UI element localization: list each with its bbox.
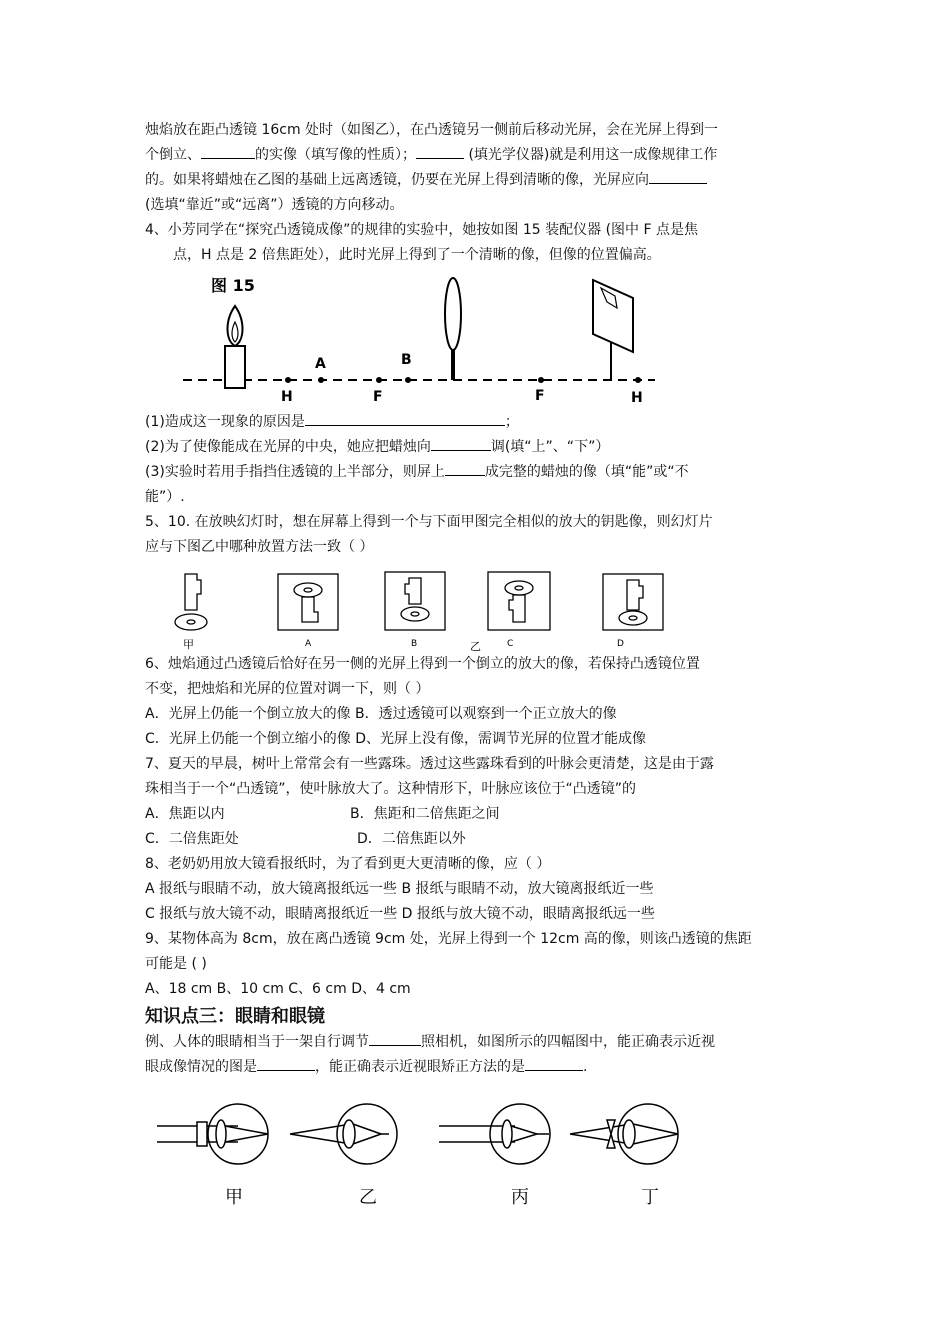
text: 照相机，如图所示的四幅图中，能正确表示近视 [421, 1034, 715, 1050]
q6-stem [145, 652, 810, 702]
text: 的。如果将蜡烛在乙图的基础上远离透镜，仍要在光屏上得到清晰的像，光屏应向 [145, 172, 649, 188]
text: 可能是 ( ) [145, 956, 207, 972]
text: (填光学仪器)就是利用这一成像规律工作 [464, 147, 718, 163]
answer-blank[interactable] [649, 168, 707, 184]
section3-example-line-2 [145, 1055, 810, 1080]
figure-label: 乙 [470, 640, 481, 652]
point-label: H [631, 390, 643, 406]
text: 个倒立、 [145, 147, 201, 163]
text: 成完整的蜡烛的像（填“能”或“不 [484, 464, 689, 480]
answer-blank[interactable] [445, 460, 485, 476]
figure-slide-keys [145, 560, 810, 652]
answer-blank[interactable] [257, 1055, 315, 1071]
q3-line-1 [145, 118, 810, 143]
q6-options-cd: C．光屏上仍能一个倒立缩小的像 D、光屏上没有像，需调节光屏的位置才能成像 [145, 731, 647, 747]
q4-sub-1 [145, 410, 810, 435]
text: 点，H 点是 2 倍焦距处），此时光屏上得到了一个清晰的像，但像的位置偏高。 [173, 247, 661, 263]
text: 9、某物体高为 8cm，放在离凸透镜 9cm 处，光屏上得到一个 12cm 高的像，则该凸透镜的焦距 [145, 931, 752, 947]
worksheet-page [145, 118, 810, 1208]
option-c[interactable]: C．二倍焦距处 [145, 831, 239, 847]
q7-options-ab [145, 802, 810, 827]
text: (选填“靠近”或“远离”）透镜的方向移动。 [145, 197, 404, 213]
option-a[interactable]: A．焦距以内 [145, 806, 225, 822]
point-label: F [373, 389, 383, 405]
q4-stem [145, 218, 810, 268]
convex-lens-icon [445, 278, 461, 380]
text: 4、小芳同学在“探究凸透镜成像”的规律的实验中，她按如图 15 装配仪器 (图中 F 点是焦 [145, 222, 698, 238]
figure-label: 乙 [359, 1187, 377, 1208]
text: 的实像（填写像的性质）； [255, 147, 416, 163]
q3-line-2 [145, 143, 810, 168]
option-b[interactable]: B．焦距和二倍焦距之间 [350, 806, 500, 822]
text: 能”）. [145, 489, 185, 505]
figure-label: 丙 [511, 1187, 529, 1208]
q4-sub-2 [145, 435, 810, 460]
point-label: B [401, 352, 412, 368]
figure-label: 甲 [183, 638, 194, 651]
eye-diagram-bing [439, 1104, 550, 1164]
point-label: F [535, 388, 545, 404]
answer-blank[interactable] [305, 410, 505, 426]
answer-blank[interactable] [201, 143, 255, 159]
slide-option-b [385, 572, 445, 630]
q8-stem: 8、老奶奶用放大镜看报纸时，为了看到更大更清晰的像，应（ ） [145, 856, 551, 872]
q9-options: A、18 cm B、10 cm C、6 cm D、4 cm [145, 981, 411, 997]
figure-label: B [411, 639, 418, 649]
q3-line-3 [145, 168, 810, 193]
text: (1)造成这一现象的原因是 [145, 414, 305, 430]
slide-option-d [603, 574, 663, 630]
text: 例、人体的眼睛相当于一架自行调节 [145, 1034, 369, 1050]
text: . [583, 1059, 588, 1075]
text: 珠相当于一个“凸透镜”，使叶脉放大了。这种情形下，叶脉应该位于“凸透镜”的 [145, 781, 637, 797]
q7-stem [145, 752, 810, 802]
figure-label: A [305, 639, 312, 649]
eye-diagram-yi [290, 1104, 397, 1164]
point-label: A [315, 356, 326, 372]
eye-diagram-ding [570, 1104, 678, 1164]
figure-label: C [507, 639, 514, 649]
candle-icon [225, 306, 245, 388]
text: 6、烛焰通过凸透镜后恰好在另一侧的光屏上得到一个倒立的放大的像，若保持凸透镜位置 [145, 656, 700, 672]
q3-line-4 [145, 193, 810, 218]
answer-blank[interactable] [369, 1030, 421, 1046]
answer-blank[interactable] [416, 143, 464, 159]
figure-label: 甲 [225, 1187, 243, 1208]
text: 眼成像情况的图是 [145, 1059, 257, 1075]
section3-example-line-1 [145, 1030, 810, 1055]
answer-blank[interactable] [525, 1055, 583, 1071]
text: 7、夏天的早晨，树叶上常常会有一些露珠。透过这些露珠看到的叶脉会更清楚，这是由于露 [145, 756, 714, 772]
figure-eye-diagrams [145, 1098, 810, 1208]
q8-options-ab: A 报纸与眼睛不动，放大镜离报纸远一些 B 报纸与眼睛不动，放大镜离报纸近一些 [145, 881, 654, 897]
text: 烛焰放在距凸透镜 16cm 处时（如图乙），在凸透镜另一侧前后移动光屏，会在光屏上得到一 [145, 122, 719, 138]
q8-options-cd: C 报纸与放大镜不动，眼睛离报纸近一些 D 报纸与放大镜不动，眼睛离报纸远一些 [145, 906, 655, 922]
figure-15-optical-bench [145, 268, 810, 408]
section-heading: 知识点三：眼睛和眼镜 [145, 1006, 325, 1027]
slide-option-a [278, 574, 338, 630]
option-d[interactable]: D．二倍焦距以外 [357, 831, 466, 847]
q5-stem [145, 510, 810, 560]
key-icon [175, 574, 207, 630]
text: (2)为了使像能成在光屏的中央，她应把蜡烛向 [145, 439, 431, 455]
q9-stem [145, 927, 810, 977]
text: 调(填“上”、“下”） [490, 439, 610, 455]
point-label: H [281, 389, 293, 405]
q4-sub-3 [145, 460, 810, 510]
text: 应与下图乙中哪种放置方法一致（ ） [145, 539, 374, 555]
text: 5、10. 在放映幻灯时，想在屏幕上得到一个与下面甲图完全相似的放大的钥匙像，则幻灯片 [145, 514, 713, 530]
answer-blank[interactable] [431, 435, 491, 451]
text: ； [504, 414, 519, 430]
slide-option-c [488, 572, 550, 630]
light-screen-icon [593, 280, 633, 380]
text: ，能正确表示近视眼矫正方法的是 [315, 1059, 525, 1075]
eye-diagram-jia [157, 1104, 268, 1164]
q7-options-cd [145, 827, 810, 852]
text: (3)实验时若用手指挡住透镜的上半部分，则屏上 [145, 464, 445, 480]
figure-label: D [617, 639, 624, 649]
q6-options-ab: A．光屏上仍能一个倒立放大的像 B．透过透镜可以观察到一个正立放大的像 [145, 706, 617, 722]
figure-label: 丁 [641, 1187, 659, 1208]
text: 不变，把烛焰和光屏的位置对调一下，则（ ） [145, 681, 430, 697]
figure-title: 图 15 [211, 276, 255, 295]
